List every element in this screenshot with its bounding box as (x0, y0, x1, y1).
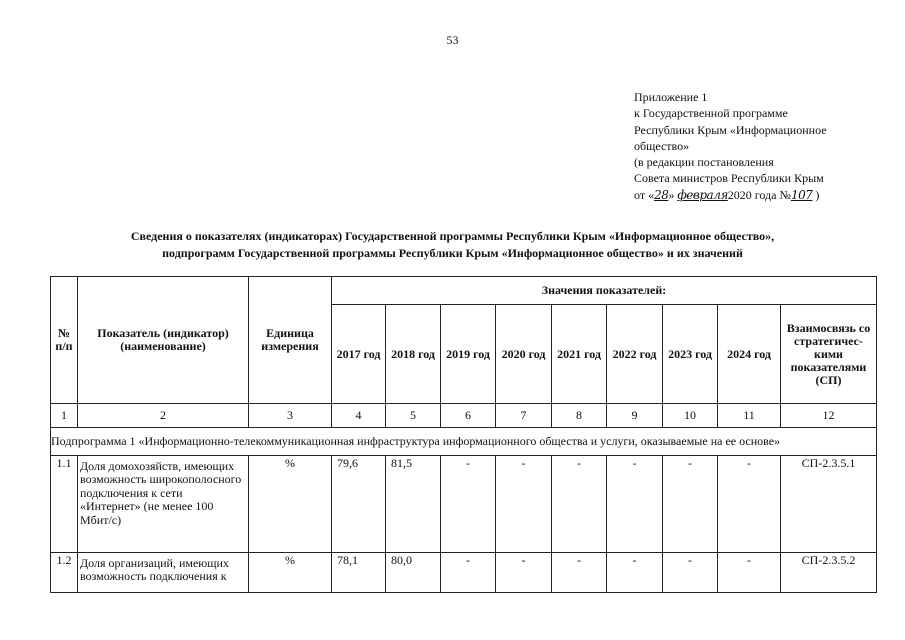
header-year: 2019 год (441, 305, 496, 404)
header-year: 2022 год (607, 305, 663, 404)
column-number: 10 (663, 404, 718, 428)
column-number: 6 (441, 404, 496, 428)
date-prefix: от « (634, 187, 655, 202)
row-unit: % (249, 456, 332, 553)
subprogram-row (51, 428, 877, 456)
column-number: 8 (552, 404, 607, 428)
row-value: - (496, 456, 552, 553)
row-value: 79,6 (332, 456, 386, 553)
appendix-line: к Государственной программе (634, 106, 788, 121)
row-link: СП-2.3.5.1 (781, 456, 877, 553)
subprogram-title: Подпрограмма 1 «Информационно-телекоммуникационная инфраструктура информационного общества и услуги, оказываемые на ее основе» (51, 428, 877, 456)
row-number: 1.1 (51, 456, 78, 553)
handwritten-month: февраля (677, 187, 728, 202)
column-number: 4 (332, 404, 386, 428)
header-year: 2018 год (386, 305, 441, 404)
table-row (51, 456, 877, 553)
column-number-row (51, 404, 877, 428)
document-title (0, 228, 905, 262)
column-number: 12 (781, 404, 877, 428)
header-year: 2024 год (718, 305, 781, 404)
row-unit: % (249, 553, 332, 593)
date-mid: » (668, 187, 678, 202)
header-num: № п/п (51, 277, 78, 404)
column-number: 5 (386, 404, 441, 428)
column-number: 1 (51, 404, 78, 428)
row-link: СП-2.3.5.2 (781, 553, 877, 593)
page-number: 53 (446, 33, 459, 47)
row-value: - (718, 553, 781, 593)
column-number: 3 (249, 404, 332, 428)
row-value: - (441, 553, 496, 593)
appendix-line: Приложение 1 (634, 90, 708, 104)
row-value: - (496, 553, 552, 593)
appendix-line: (в редакции постановления (634, 155, 774, 170)
column-number: 2 (78, 404, 249, 428)
row-number: 1.2 (51, 553, 78, 593)
row-value: 80,0 (386, 553, 441, 593)
row-value: - (663, 553, 718, 593)
row-value: 78,1 (332, 553, 386, 593)
appendix-line: Совета министров Республики Крым (634, 171, 824, 186)
header-row-1 (51, 277, 877, 305)
header-year: 2020 год (496, 305, 552, 404)
header-values: Значения показателей: (332, 277, 877, 305)
title-line-1: Сведения о показателях (индикаторах) Государственной программы Республики Крым «Информационное общество», (130, 229, 775, 243)
row-value: - (552, 456, 607, 553)
date-suffix: ) (815, 187, 820, 202)
column-number: 11 (718, 404, 781, 428)
header-link: Взаимосвязь со стратегичес-кими показателями (СП) (781, 305, 877, 404)
header-unit: Единица измерения (249, 277, 332, 404)
appendix-date-line (634, 187, 884, 203)
column-number: 9 (607, 404, 663, 428)
appendix-line: общество» (634, 138, 690, 153)
appendix-line: Республики Крым «Информационное (634, 122, 827, 137)
table-row (51, 553, 877, 593)
header-indicator: Показатель (индикатор) (наименование) (78, 277, 249, 404)
row-indicator: Доля организаций, имеющих возможность подключения к (78, 553, 249, 593)
row-value: - (552, 553, 607, 593)
appendix-note (634, 89, 884, 203)
header-year: 2023 год (663, 305, 718, 404)
row-indicator: Доля домохозяйств, имеющих возможность широкополосного подключения к сети «Интернет» (не менее 100 Мбит/с) (78, 456, 249, 553)
handwritten-number: 107 (790, 187, 813, 202)
row-value: 81,5 (386, 456, 441, 553)
date-year-text: 2020 года № (727, 187, 791, 202)
header-year: 2017 год (332, 305, 386, 404)
indicators-table (50, 276, 877, 593)
row-value: - (441, 456, 496, 553)
handwritten-day: 28 (654, 187, 669, 202)
header-year: 2021 год (552, 305, 607, 404)
column-number: 7 (496, 404, 552, 428)
row-value: - (607, 553, 663, 593)
row-value: - (718, 456, 781, 553)
title-line-2: подпрограмм Государственной программы Республики Крым «Информационное общество» и их значений (162, 246, 743, 260)
row-value: - (663, 456, 718, 553)
row-value: - (607, 456, 663, 553)
